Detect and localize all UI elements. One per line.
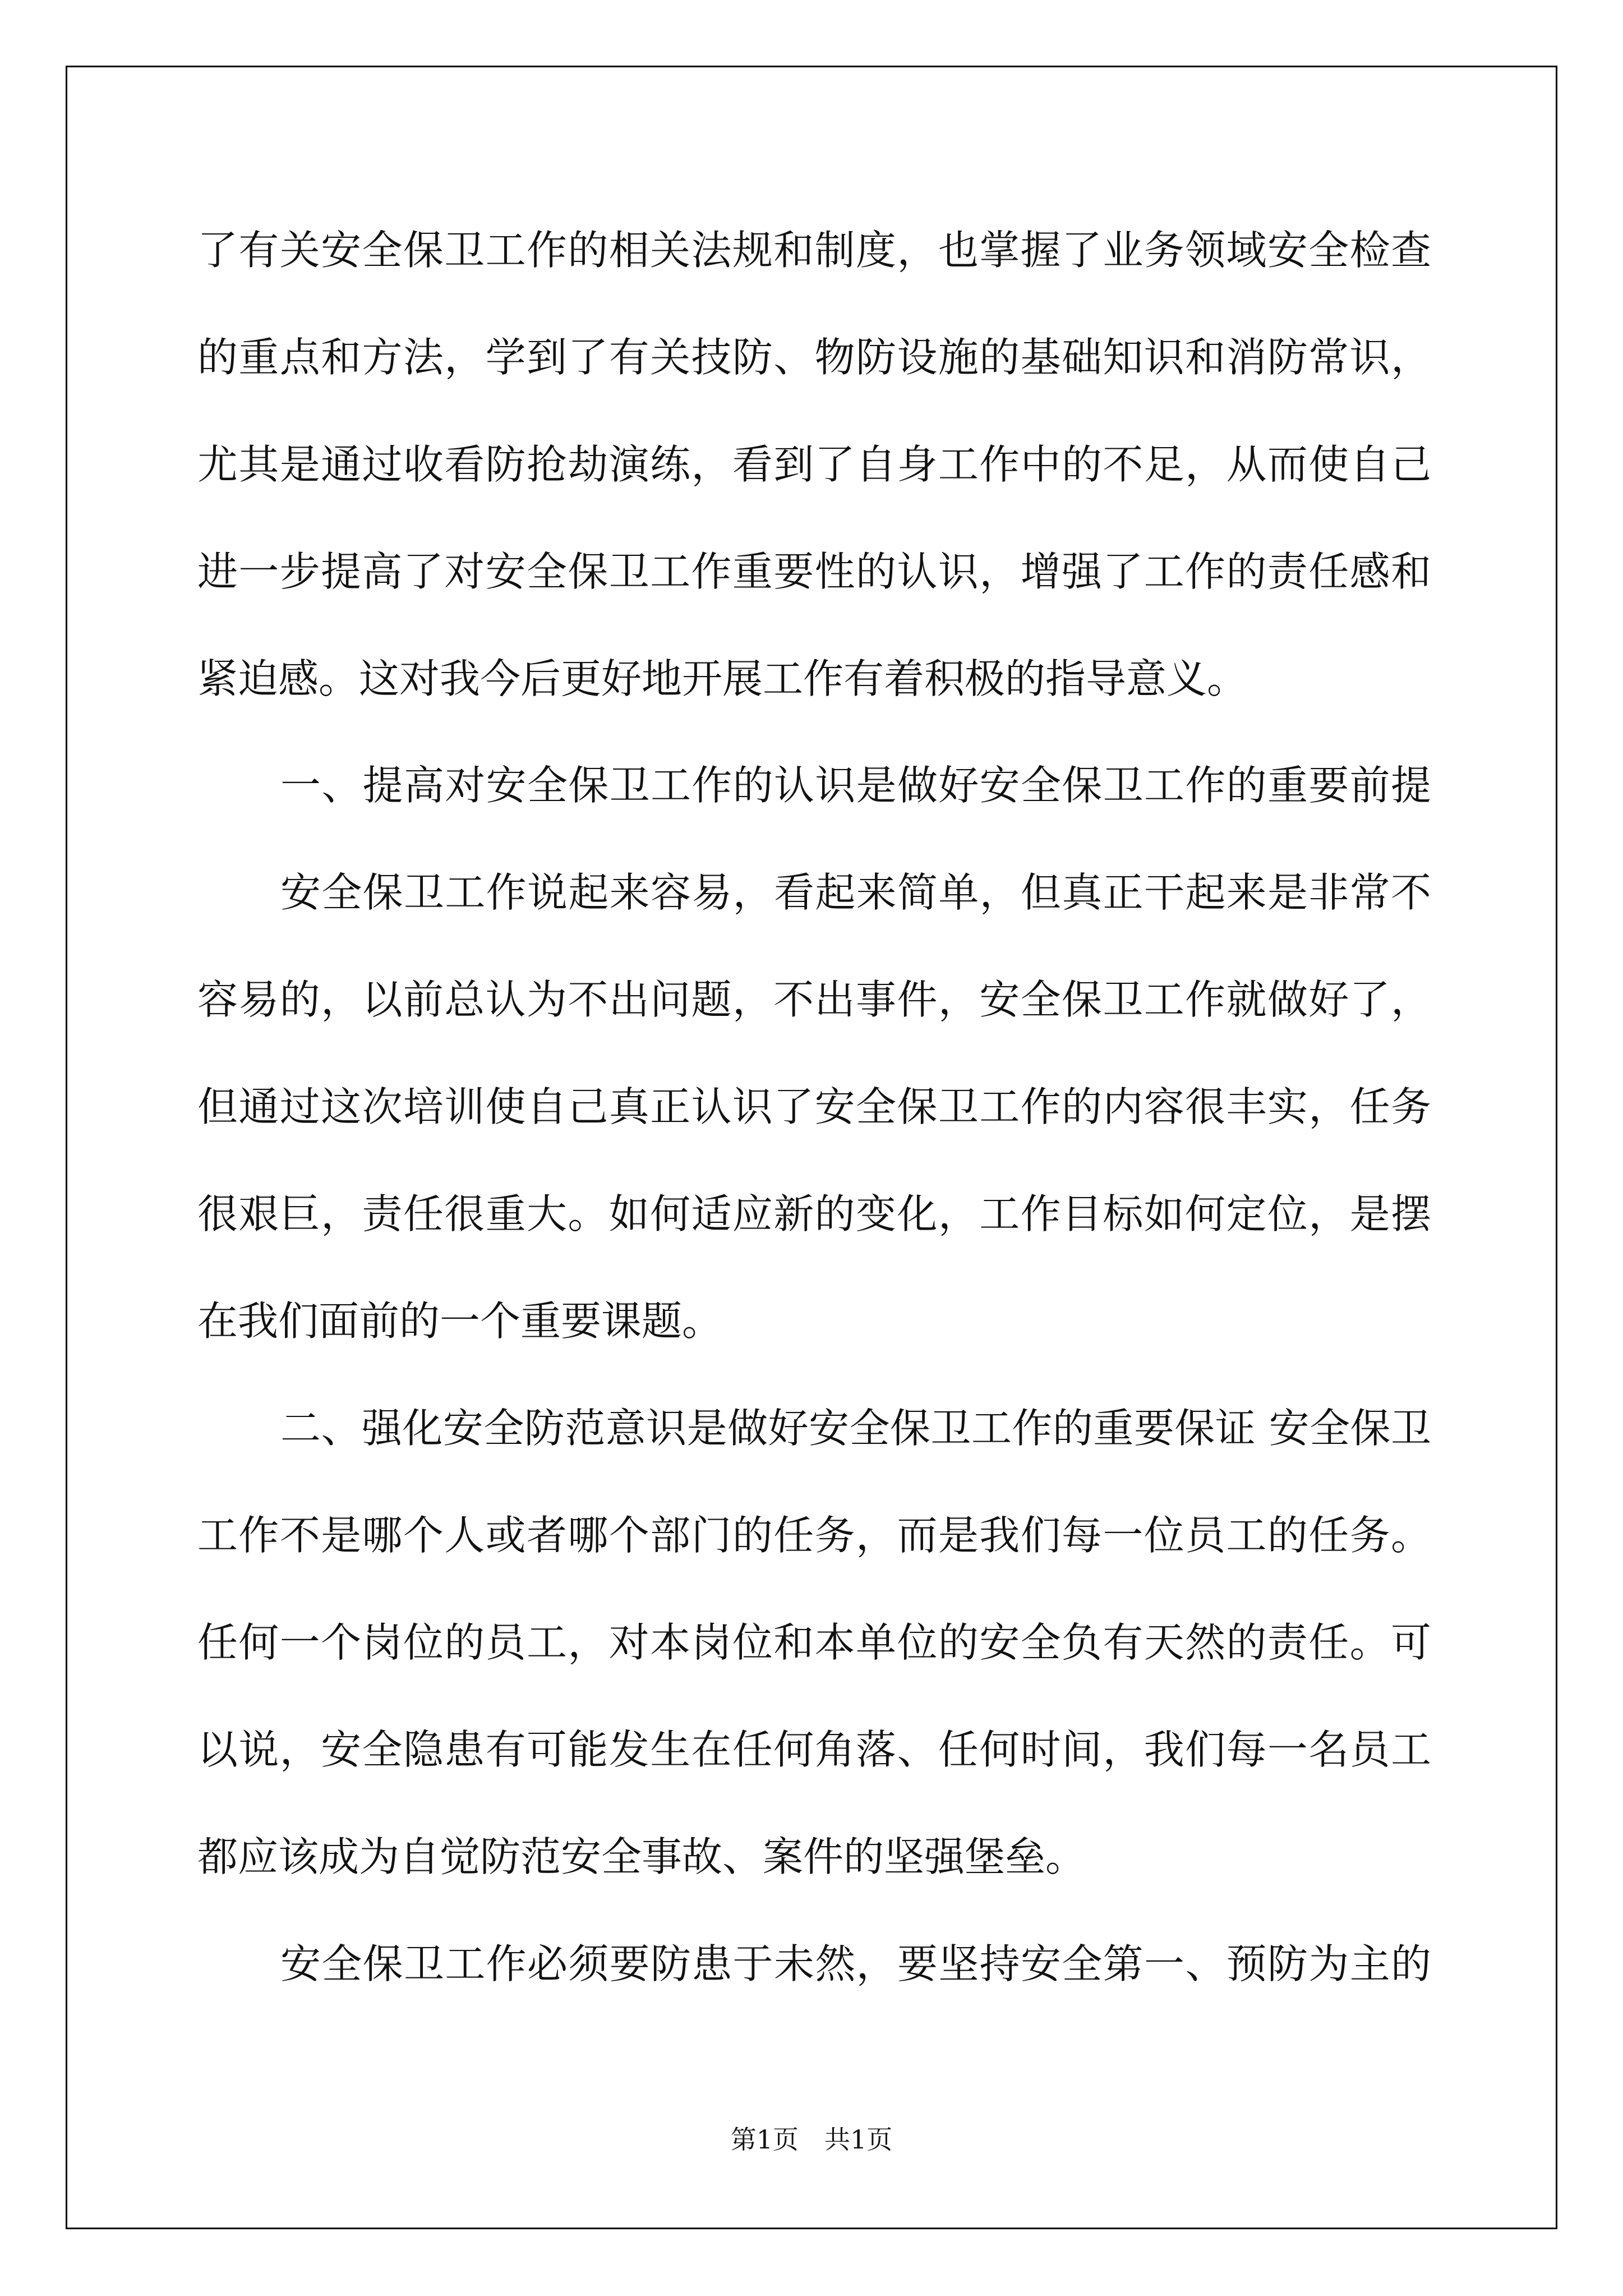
text-line: 尤其是通过收看防抢劫演练，看到了自身工作中的不足，从而使自己	[197, 441, 1431, 488]
text-line: 安全保卫工作必须要防患于未然，要坚持安全第一、预防为主的	[280, 1940, 1431, 1987]
section-heading: 一、提高对安全保卫工作的认识是做好安全保卫工作的重要前提	[280, 762, 1431, 809]
page-border	[66, 66, 1557, 2229]
text-line: 但通过这次培训使自己真正认识了安全保卫工作的内容很丰实，任务	[197, 1083, 1431, 1130]
section-heading: 二、强化安全防范意识是做好安全保卫工作的重要保证 安全保卫	[280, 1405, 1431, 1452]
text-line: 很艰巨，责任很重大。如何适应新的变化，工作目标如何定位，是摆	[197, 1190, 1431, 1237]
page-number-footer: 第1页 共1页	[730, 2124, 893, 2155]
text-line: 工作不是哪个人或者哪个部门的任务，而是我们每一位员工的任务。	[197, 1512, 1431, 1559]
text-line: 容易的，以前总认为不出问题，不出事件，安全保卫工作就做好了，	[197, 976, 1431, 1023]
text-line: 以说，安全隐患有可能发生在任何角落、任何时间，我们每一名员工	[197, 1726, 1431, 1773]
text-line: 都应该成为自觉防范安全事故、案件的坚强堡垒。	[197, 1833, 1086, 1880]
text-line: 进一步提高了对安全保卫工作重要性的认识，增强了工作的责任感和	[197, 548, 1431, 595]
text-line: 任何一个岗位的员工，对本岗位和本单位的安全负有天然的责任。可	[197, 1619, 1431, 1666]
text-line: 的重点和方法，学到了有关技防、物防设施的基础知识和消防常识，	[197, 334, 1431, 381]
text-line: 在我们面前的一个重要课题。	[197, 1297, 723, 1345]
text-line: 了有关安全保卫工作的相关法规和制度，也掌握了业务领域安全检查	[197, 227, 1431, 274]
text-line: 安全保卫工作说起来容易，看起来简单，但真正干起来是非常不	[280, 869, 1431, 916]
text-line: 紧迫感。这对我今后更好地开展工作有着积极的指导意义。	[197, 655, 1248, 702]
